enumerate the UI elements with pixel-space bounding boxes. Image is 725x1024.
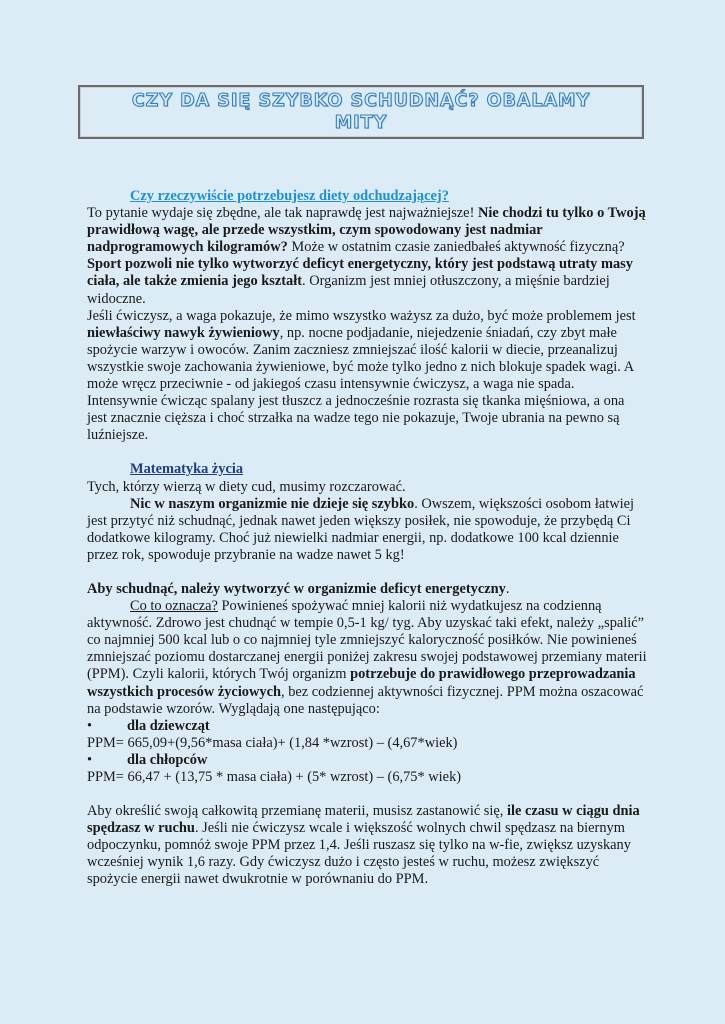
bullet-girls [87, 718, 647, 735]
question-link[interactable]: Co to oznacza? [130, 598, 218, 615]
bullet-icon: • [87, 717, 93, 734]
article-body [87, 188, 647, 889]
section-heading-math [87, 461, 647, 478]
page-title: CZY DA SIĘ SZYBKO SCHUDNĄĆ? OBALAMY MITY [131, 91, 591, 133]
bullet-boys [87, 752, 647, 769]
section-heading-deficit: Aby schudnąć, należy wytworzyć w organizmie deficyt energetyczny. [87, 580, 510, 597]
heading-math-link[interactable]: Matematyka życia [130, 461, 244, 478]
bullet-icon: • [87, 751, 93, 768]
section-heading-diet [87, 188, 647, 205]
paragraph-diet-2: Jeśli ćwiczysz, a waga pokazuje, że mimo wszystko ważysz za dużo, być może problemem jest niewłaściwy nawyk żywieniowy, np. nocne podjadanie, niejedzenie śniadań, czy zbyt małe spożycie warzyw i owoców. Zanim zaczniesz zmniejszać ilość kalorii w diecie, przeanalizuj wszystkie swoje zachowania żywieniowe, być może tylko jedno z nich blokuje spadek wagi. A może wręcz przeciwnie - od jakiegoś czasu intensywnie ćwiczysz, a waga nie spada. Intensywnie ćwicząc spalany jest tłuszcz a jednocześnie rozrasta się tkanka mięśniowa, a ona jest znacznie cięższa i choć strzałka na wadze tego nie pokazuje, Twoje ubrania na pewno są luźniejsze. [87, 307, 636, 444]
girls-label: dla dziewcząt [127, 717, 210, 734]
formula-girls: PPM= 665,09+(9,56*masa ciała)+ (1,84 *wzrost) – (4,67*wiek) [87, 734, 458, 751]
paragraph-diet-1: To pytanie wydaje się zbędne, ale tak naprawdę jest najważniejsze! Nie chodzi tu tylko o Twoją prawidłową wagę, ale przede wszystkim, czym spowodowany jest nadmiar nadprogramowych kilogramów? Może w ostatnim czasie zaniedbałeś aktywność fizyczną? Sport pozwoli nie tylko wytworzyć deficyt energetyczny, który jest podstawą utraty masy ciała, ale także zmienia jego kształt. Organizm jest mniej otłuszczony, a mięśnie bardziej widoczne. [87, 205, 646, 307]
paragraph-activity: Aby określić swoją całkowitą przemianę materii, musisz zastanowić się, ile czasu w ciągu dnia spędzasz w ruchu. Jeśli nie ćwiczysz wcale i większość wolnych chwil spędzasz na biernym odpoczynku, pomnóż swoje PPM przez 1,4. Jeśli ruszasz się tylko na w-fie, zwiększ uzyskany wcześniej wynik 1,6 razy. Gdy ćwiczysz dużo i często jesteś w ruchu, możesz zwiększyć spożycie energii nawet dwukrotnie w porównaniu do PPM. [87, 803, 640, 888]
title-box [78, 85, 644, 139]
paragraph-math-1: Tych, którzy wierzą w diety cud, musimy rozczarować. [87, 478, 406, 495]
paragraph-math-2: Nic w naszym organizmie nie dzieje się szybko. Owszem, większości osobom łatwiej jest przytyć niż schudnąć, jednak nawet jeden większy posiłek, nie spowoduje, że przybędą Ci dodatkowe kilogramy. Choć już niewielki nadmiar energii, np. dodatkowe 100 kcal dziennie przez rok, spowoduje przybranie na wadze nawet 5 kg! [87, 495, 635, 563]
formula-boys: PPM= 66,47 + (13,75 * masa ciała) + (5* wzrost) – (6,75* wiek) [87, 769, 462, 785]
paragraph-deficit: Co to oznacza? Powinieneś spożywać mniej kalorii niż wydatkujesz na codzienną aktywność. Zdrowo jest chudnąć w tempie 0,5-1 kg/ tyg. Aby uzyskać taki efekt, należy „spalić” co najmniej 500 kcal lub o co najmniej tyle zmniejszyć kaloryczność posiłków. Nie powinieneś zmniejszać poziomu dostarczanej energii poniżej zakresu swojej podstawowej przemiany materii (PPM). Czyli kalorii, których Twój organizm potrzebuje do prawidłowego przeprowadzania wszystkich procesów życiowych, bez codziennej aktywności fizycznej. PPM można oszacować na podstawie wzorów. Wyglądają one następująco: [87, 598, 647, 717]
boys-label: dla chłopców [127, 751, 208, 768]
heading-diet-link[interactable]: Czy rzeczywiście potrzebujesz diety odchudzającej? [130, 188, 449, 204]
